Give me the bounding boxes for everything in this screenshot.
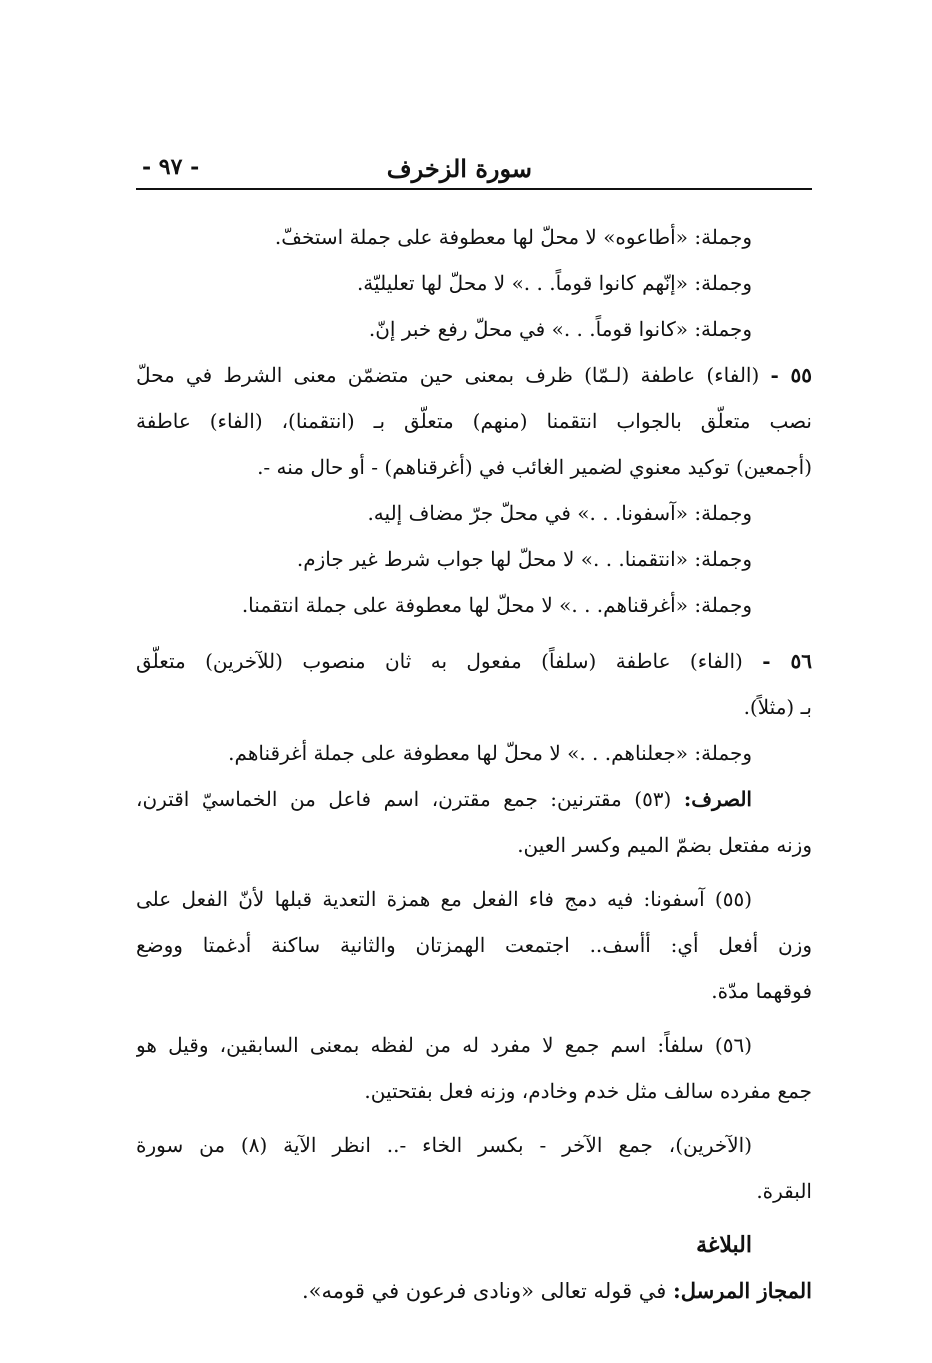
- sarf-text: (٥٣) مقترنين: جمع مقترن، اسم فاعل من الخماسيّ اقترن،: [136, 787, 684, 811]
- sarf-label: الصرف:: [683, 787, 752, 811]
- note-56-line-2: جمع مفرده سالف مثل خدم وخادم، وزنه فعل بفتحتين.: [364, 1079, 812, 1103]
- verse-56-line-1: [136, 638, 812, 684]
- sarf-line-2: وزنه مفتعل بضمّ الميم وكسر العين.: [517, 833, 812, 857]
- page-number: - ٩٧ -: [142, 154, 200, 180]
- text-line: وجملة: «جعلناهم. . .» لا محلّ لها معطوفة على جملة أغرقناهم.: [228, 741, 752, 765]
- note-56c-line-2: البقرة.: [756, 1179, 812, 1203]
- majaz-line: [136, 1268, 812, 1314]
- text-line: وجملة: «آسفونا. . .» في محلّ جرّ مضاف إليه.: [367, 501, 752, 525]
- section-title-balagha: البلاغة: [696, 1232, 752, 1258]
- text-line: وجملة: «إنّهم كانوا قوماً. . .» لا محلّ لها تعليليّة.: [356, 271, 752, 295]
- text-line: وجملة: «انتقمنا. . .» لا محلّ لها جواب شرط غير جازم.: [296, 547, 752, 571]
- text-line: وجملة: «كانوا قوماً. . .» في محلّ رفع خبر إنّ.: [368, 317, 752, 341]
- verse-number: ٥٥ -: [770, 363, 812, 387]
- page-title: سورة الزخرف: [386, 154, 532, 183]
- note-56c-line-1: (الآخرين)، جمع الآخر - بكسر الخاء -.. انظر الآية (٨) من سورة: [136, 1133, 753, 1157]
- majaz-label: المجاز المرسل:: [673, 1278, 812, 1303]
- note-55-line-1: (٥٥) آسفونا: فيه دمج فاء الفعل مع همزة التعدية قبلها لأنّ الفعل على: [136, 887, 752, 911]
- text-line: وجملة: «أطاعوه» لا محلّ لها معطوفة على جملة استخفّ.: [274, 225, 752, 249]
- page-body: [136, 214, 812, 1314]
- verse-56-line-2: بـ (مثلاً).: [743, 695, 812, 719]
- note-55-line-3: فوقهما مدّة.: [711, 979, 812, 1003]
- verse-text: (الفاء) عاطفة (سلفاً) مفعول به ثان منصوب (للآخرين) متعلّق: [136, 649, 763, 673]
- note-55-line-2: وزن أفعل أي: أأسف.. اجتمعت الهمزتان والثانية ساكنة أدغمتا ووضع: [136, 933, 812, 957]
- verse-55-line-3: (أجمعين) توكيد معنوي لضمير الغائب في (أغرقناهم) - أو حال منه -.: [257, 455, 812, 479]
- page-header: [136, 150, 812, 190]
- sarf-line-1: [136, 776, 812, 822]
- verse-55-line-2: نصب متعلّق بالجواب انتقمنا (منهم) متعلّق بـ (انتقمنا)، (الفاء) عاطفة: [136, 409, 812, 433]
- verse-number: ٥٦ -: [762, 649, 812, 673]
- verse-55-line-1: [136, 352, 812, 398]
- majaz-text: في قوله تعالى «ونادى فرعون في قومه».: [302, 1279, 673, 1303]
- text-line: وجملة: «أغرقناهم. . .» لا محلّ لها معطوفة على جملة انتقمنا.: [241, 593, 752, 617]
- document-page: [136, 150, 812, 1314]
- note-56-line-1: (٥٦) سلفاً: اسم جمع لا مفرد له من لفظه بمعنى السابقين، وقيل هو: [136, 1033, 752, 1057]
- verse-text: (الفاء) عاطفة (لـمّا) ظرف بمعنى حين متضمّن معنى الشرط في محلّ: [136, 363, 771, 387]
